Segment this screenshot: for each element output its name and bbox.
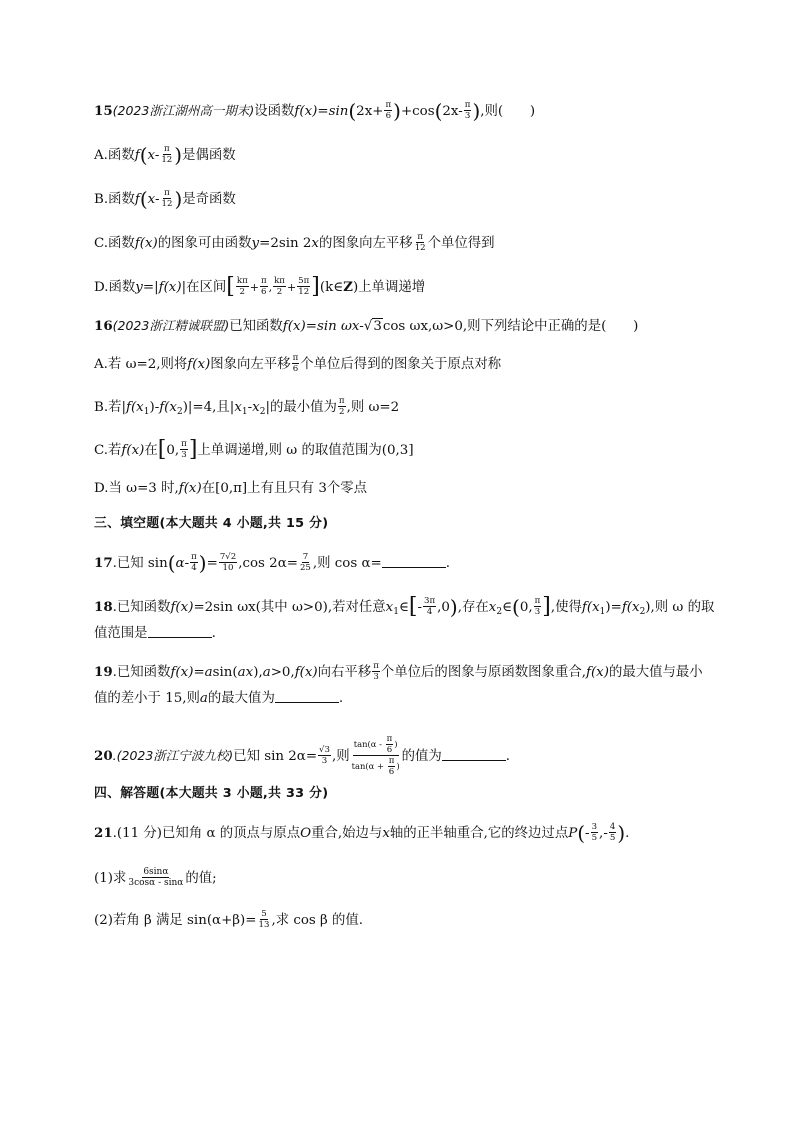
left-bracket: [ (226, 273, 235, 299)
option-func: f(x) (187, 357, 211, 372)
stem-function: f(x) (586, 665, 609, 680)
option-text: 在 (144, 443, 158, 458)
stem-text: 设函数 (254, 104, 295, 119)
option-var: x (234, 400, 242, 415)
option-arg: x- (147, 192, 160, 207)
option-func: f (134, 148, 140, 163)
q18-line1: 18.已知函数f(x)=2sin ωx(其中 ω>0),若对任意$x_1\in[-$ $\frac{3\pi}{4}$ ,0),存在$x_2\in(0$, $\frac{\pi}{3}$ ],使得$f(x_1)=f(x_2)$,则 ω 的取 (94, 593, 715, 619)
stem-function: f(x)=sin ωx- (282, 319, 364, 334)
option-text: B.函数 (94, 192, 135, 207)
stem-var: a (199, 691, 208, 706)
q16-option-d (94, 480, 367, 498)
stem-var: a (262, 665, 271, 680)
fraction-pi-over-12: $\frac{\pi}{12}$ (161, 188, 173, 209)
minus-sign: - (417, 600, 422, 615)
left-paren: ( (512, 594, 520, 619)
stem-function: f(x) (170, 600, 194, 615)
stem-text: +cos (400, 104, 435, 119)
stem-text: (2)若角 β 满足 sin(α+β)= (94, 913, 257, 928)
answer-blank[interactable] (442, 747, 506, 761)
section-heading-answer: 四、解答题(本大题共 3 小题,共 33 分) (94, 786, 329, 801)
interval-end: 0 (441, 600, 450, 615)
option-arg: x- (147, 148, 160, 163)
stem-text: . (211, 626, 216, 641)
stem-text: =2sin ωx(其中 ω>0),若对任意 (193, 600, 386, 615)
question-source: (2023浙江湖州高一期末) (112, 103, 255, 118)
option-var: x (252, 400, 260, 415)
minus-sign: - (603, 826, 608, 841)
stem-var: ax (237, 665, 254, 680)
option-func: f (134, 192, 140, 207)
option-text: 是偶函数 (182, 148, 236, 163)
option-text: ,则 ω=2 (346, 400, 400, 415)
fraction-pi-over-3: $\frac{\pi}{3}$ (534, 596, 541, 617)
left-paren: ( (139, 186, 148, 211)
answer-blank[interactable] (382, 554, 446, 568)
stem-text: 轴的正半轴重合,它的终边过点 (389, 826, 569, 841)
q15-option-c (94, 233, 495, 254)
minus-sign: - (585, 826, 590, 841)
right-paren: ) (472, 98, 481, 123)
option-text: A.函数 (94, 148, 135, 163)
fraction-tan-ratio: tan(α - $\frac{\pi}{6}$ ) tan(α + $\frac{\pi}{6}$ ) (351, 734, 400, 777)
stem-text: 的最大值与最小 (608, 665, 703, 680)
option-text: 个单位得到 (427, 236, 495, 251)
fraction-3pi-over-4: $\frac{3\pi}{4}$ (424, 596, 436, 617)
question-source: .(2023浙江宁波九校) (112, 748, 234, 763)
right-paren: ) (198, 550, 207, 575)
stem-function: f(x) (170, 665, 194, 680)
stem-function: f(x) (294, 665, 318, 680)
left-bracket: [ (157, 436, 167, 462)
q19-line1 (94, 662, 703, 683)
stem-text: (1)求 (94, 871, 127, 886)
stem-var: O (300, 826, 312, 841)
q21-part2 (94, 910, 363, 931)
option-text: 是奇函数 (182, 192, 236, 207)
option-text: 个单位后得到的图象关于原点对称 (300, 357, 502, 372)
stem-text: 向右平移 (317, 665, 372, 680)
fraction-pi-over-6: $\frac{\pi}{6}$ (385, 100, 392, 121)
stem-var: x (382, 826, 390, 841)
option-var: y (135, 280, 143, 295)
fraction-expression: $\frac{6\sin\alpha}{3\cos\alpha - \sin\alpha}$ (128, 867, 184, 888)
stem-text: ,则( ) (480, 104, 536, 119)
stem-text: ), (253, 665, 263, 680)
stem-text: sin( (212, 665, 238, 680)
stem-text: 的值为 (401, 749, 442, 764)
option-text: =| (142, 280, 159, 295)
stem-text: ,cos 2α= (238, 556, 298, 571)
q21-stem: 21.(11 分)已知角 α 的顶点与原点O重合,始边与x轴的正半轴重合,它的终边过点P(- $\frac{3}{5}$ ,- $\frac{4}{5}$ ). (94, 820, 630, 845)
q20 (94, 735, 510, 778)
stem-text: 值的差小于 15,则 (94, 691, 200, 706)
right-bracket: ] (311, 273, 320, 299)
fraction-kpi-over-2: $\frac{k\pi}{2}$ (236, 276, 248, 297)
stem-text: ,则 cos α= (312, 556, 382, 571)
stem-text: = (193, 665, 205, 680)
stem-text: 已知 sin 2α= (233, 749, 318, 764)
option-text: |的最小值为 (265, 400, 337, 415)
stem-text: 的值; (185, 871, 217, 886)
option-text: - (247, 400, 253, 415)
option-text: )- (149, 400, 160, 415)
q16-option-c: C.若f(x)在[0, $\frac{\pi}{3}$ ]上单调递增,则 ω 的取值范围为(0,3] (94, 436, 414, 462)
question-number: 16 (94, 318, 113, 334)
option-text: 的图象向左平移 (318, 236, 413, 251)
stem-text: ∈ (398, 600, 409, 615)
question-number: 21 (94, 825, 113, 841)
stem-var: a (204, 665, 213, 680)
stem-text: 的最大值为 (207, 691, 275, 706)
option-text: (k∈ (319, 280, 344, 295)
right-paren: ) (393, 98, 401, 123)
stem-text: ),则 ω 的取 (645, 600, 715, 615)
q19-line2 (94, 689, 343, 708)
option-var: x (311, 236, 319, 251)
fraction-4-over-5: $\frac{4}{5}$ (609, 822, 616, 843)
question-source: (2023浙江精诚联盟) (112, 318, 230, 333)
q15-stem (94, 98, 536, 123)
fraction-pi-over-12: $\frac{\pi}{12}$ (414, 232, 426, 253)
interval-start: 0 (519, 600, 529, 615)
q15-option-a (94, 142, 236, 167)
q16-stem (94, 317, 638, 336)
section-heading-fill-in: 三、填空题(本大题共 4 小题,共 15 分) (94, 516, 329, 531)
left-paren: ( (167, 550, 176, 575)
stem-function: f(x (581, 600, 600, 615)
option-text: )|=4,且| (182, 400, 235, 415)
q15-option-d: D.函数y=|f(x)|在区间[ $\frac{k\pi}{2}$ + $\frac{\pi}{6}$ , $\frac{k\pi}{2}$ + $\frac{5\pi}{12}$ ](k∈Z)上单调递增 (94, 273, 426, 299)
answer-blank[interactable] (148, 624, 212, 638)
option-func: f(x) (158, 280, 182, 295)
fraction-5pi-over-12: $\frac{5\pi}{12}$ (298, 276, 310, 297)
fraction-pi-over-12: $\frac{\pi}{12}$ (161, 144, 173, 165)
fraction-pi-over-3: $\frac{\pi}{3}$ (464, 100, 471, 121)
fraction-pi-over-6: $\frac{\pi}{6}$ (292, 353, 299, 374)
interval-start: 0 (166, 443, 175, 458)
fraction-pi-over-6: $\frac{\pi}{6}$ (260, 276, 267, 297)
fraction-7-over-25: $\frac{7}{25}$ (299, 552, 311, 573)
option-text: 上单调递增,则 ω 的取值范围为(0,3] (197, 443, 414, 458)
stem-text: = (206, 556, 218, 571)
option-text: 在[0,π]上有且只有 3个零点 (201, 481, 368, 496)
stem-text: 值范围是 (94, 626, 148, 641)
q16-option-b: B.若$|f(x_1)-f(x_2)|=4$,且$|x_1-x_2|$的最小值为 $\frac{\pi}{2}$ ,则 ω=2 (94, 396, 400, 417)
stem-var: x (488, 600, 497, 615)
right-paren: ) (449, 594, 458, 619)
right-paren: ) (174, 142, 183, 167)
right-bracket: ] (188, 436, 198, 462)
q18-line2 (94, 624, 216, 643)
left-bracket: [ (408, 593, 418, 619)
question-number: 18 (94, 599, 113, 615)
stem-text: .已知 sin (112, 556, 168, 571)
option-func: f(x) (134, 236, 158, 251)
question-number: 17 (94, 555, 113, 571)
stem-text: . (338, 691, 344, 706)
fraction-sqrt3-over-3: $\frac{√3}{3}$ (319, 745, 330, 766)
option-func: f(x) (121, 443, 145, 458)
stem-function: f(x)=sin (294, 104, 349, 119)
option-text: 的图象可由函数 (157, 236, 252, 251)
stem-var: P (568, 826, 578, 841)
stem-text: ,使得 (550, 600, 582, 615)
stem-text: >0, (270, 665, 295, 680)
sqrt-3: √3 (363, 319, 382, 334)
option-text: )上单调递增 (352, 280, 426, 295)
option-text: |在区间 (181, 280, 227, 295)
q15-option-b (94, 186, 236, 211)
right-paren: ) (617, 820, 626, 845)
stem-arg: 2x+ (356, 104, 384, 119)
option-func: f(x (159, 400, 177, 415)
stem-function: f(x (621, 600, 640, 615)
fraction-pi-over-2: $\frac{\pi}{2}$ (338, 396, 345, 417)
answer-blank[interactable] (275, 689, 339, 703)
stem-text: . (445, 556, 451, 571)
stem-arg: 2x- (442, 104, 463, 119)
fraction-pi-over-3: $\frac{\pi}{3}$ (181, 439, 187, 460)
option-text: C.函数 (94, 236, 135, 251)
option-text: C.若 (94, 443, 122, 458)
stem-text: 个单位后的图象与原函数图象重合, (380, 665, 586, 680)
stem-text: .已知函数 (112, 600, 171, 615)
q16-option-a (94, 354, 501, 375)
option-text: B.若| (94, 400, 126, 415)
question-number: 15 (94, 103, 113, 119)
stem-text: cos ωx,ω>0,则下列结论中正确的是( ) (382, 319, 639, 334)
option-var: y (251, 236, 260, 251)
stem-arg: α- (175, 556, 190, 571)
option-text: =2sin 2 (259, 236, 312, 251)
stem-text: )= (605, 600, 622, 615)
option-text: A.若 ω=2,则将 (94, 357, 188, 372)
stem-text: ∈ (502, 600, 512, 615)
fraction-3-over-5: $\frac{3}{5}$ (591, 822, 598, 843)
right-bracket: ] (542, 593, 551, 619)
stem-text: ,求 cos β 的值. (271, 913, 364, 928)
question-number: 20 (94, 748, 113, 764)
left-paren: ( (577, 820, 586, 845)
fraction-5-over-13: $\frac{5}{13}$ (258, 909, 270, 930)
question-number: 19 (94, 664, 113, 680)
stem-text: .已知函数 (112, 665, 171, 680)
stem-text: 重合,始边与 (311, 826, 383, 841)
stem-text: .(11 分)已知角 α 的顶点与原点 (112, 826, 301, 841)
option-text: D.当 ω=3 时, (94, 481, 179, 496)
fraction-7sqrt2-over-10: $\frac{7√2}{10}$ (219, 552, 237, 573)
option-func: f(x) (178, 481, 202, 496)
stem-text: . (505, 749, 511, 764)
left-paren: ( (434, 98, 443, 123)
stem-text: ,存在 (457, 600, 489, 615)
stem-text: ,则 (332, 749, 350, 764)
right-paren: ) (174, 186, 183, 211)
fraction-pi-over-3: $\frac{\pi}{3}$ (373, 661, 379, 682)
q17 (94, 550, 451, 575)
stem-var: x (385, 600, 394, 615)
option-text: D.函数 (94, 280, 136, 295)
integer-set: Z (343, 279, 353, 295)
left-paren: ( (348, 98, 357, 123)
option-text: 图象向左平移 (210, 357, 291, 372)
left-paren: ( (139, 142, 148, 167)
stem-text: 已知函数 (229, 319, 283, 334)
fraction-pi-over-4: $\frac{\pi}{4}$ (191, 552, 197, 573)
option-func: f(x (126, 400, 144, 415)
q21-part1 (94, 868, 217, 889)
fraction-kpi-over-2: $\frac{k\pi}{2}$ (274, 276, 285, 297)
